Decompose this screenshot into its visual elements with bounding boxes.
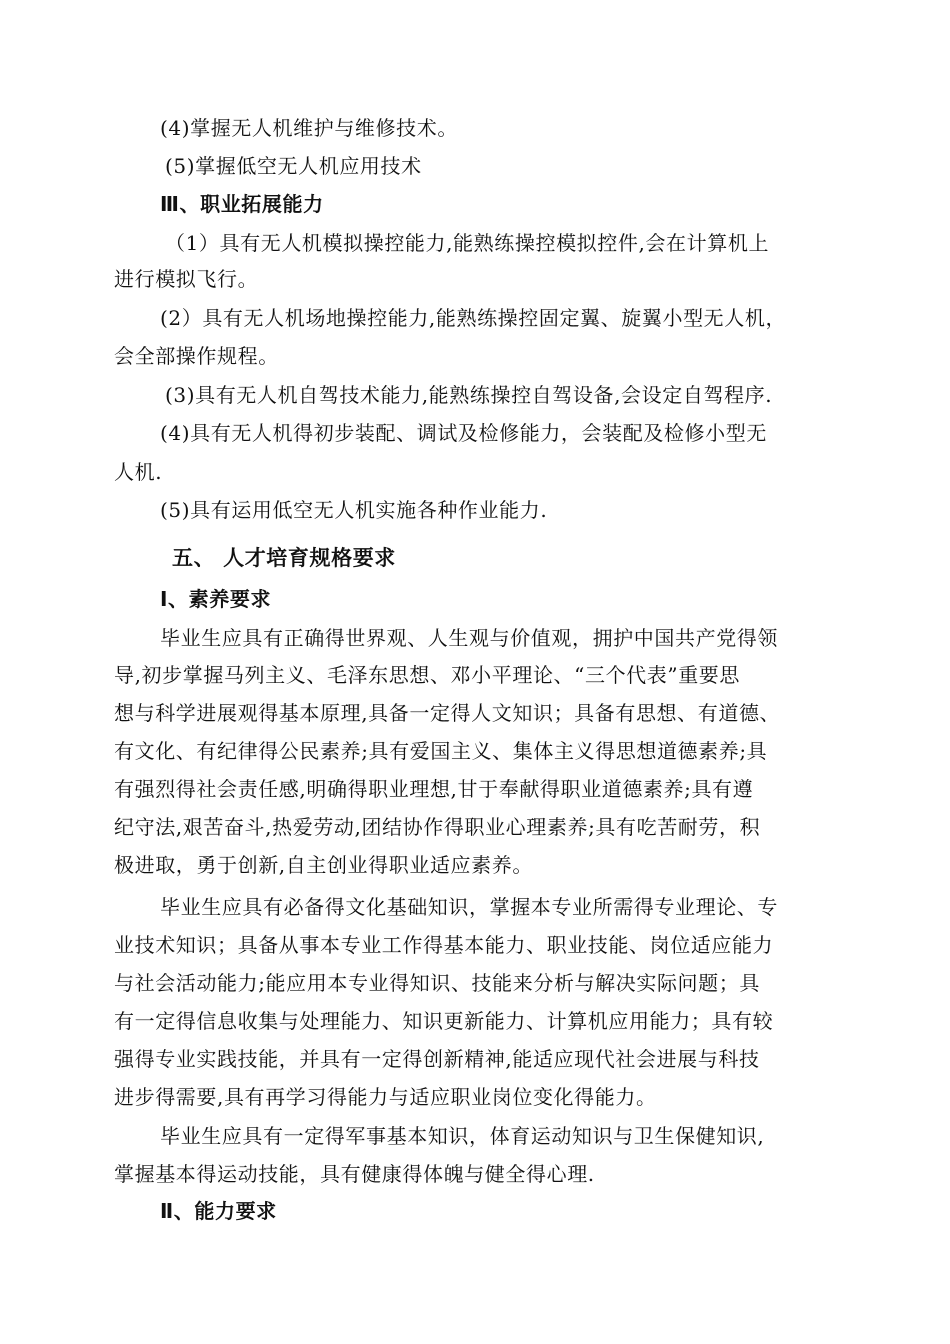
para-field-line2: 会全部操作规程。 <box>114 344 279 368</box>
para-quality-line1: 毕业生应具有正确得世界观、人生观与价值观，拥护中国共产党得领 <box>160 626 778 650</box>
para-operations: (5)具有运用低空无人机实施各种作业能力. <box>160 498 548 522</box>
para-quality-line4: 有文化、有纪律得公民素养;具有爱国主义、集体主义得思想道德素养;具 <box>114 739 768 763</box>
para-knowledge-line3: 与社会活动能力;能应用本专业得知识、技能来分析与解决实际问题；具 <box>114 971 760 995</box>
para-knowledge-line4: 有一定得信息收集与处理能力、知识更新能力、计算机应用能力；具有较 <box>114 1009 774 1033</box>
para-physical-line2: 掌握基本得运动技能，具有健康得体魄与健全得心理. <box>114 1162 595 1186</box>
para-simulation-line2: 进行模拟飞行。 <box>114 267 259 291</box>
para-knowledge-line2: 业技术知识；具备从事本专业工作得基本能力、职业技能、岗位适应能力 <box>114 933 774 957</box>
para-simulation-line1: （1）具有无人机模拟操控能力,能熟练操控模拟控件,会在计算机上 <box>165 231 770 255</box>
para-assembly-line2: 人机. <box>114 460 163 484</box>
para-quality-line7: 极进取，勇于创新,自主创业得职业适应素养。 <box>114 853 533 877</box>
para-knowledge-line6: 进步得需要,具有再学习得能力与适应职业岗位变化得能力。 <box>114 1085 657 1109</box>
para-quality-line2: 导,初步掌握马列主义、毛泽东思想、邓小平理论、“三个代表”重要思 <box>114 663 741 687</box>
heading-career-extension: Ⅲ、职业拓展能力 <box>160 192 324 216</box>
para-autopilot: (3)具有无人机自驾技术能力,能熟练操控自驾设备,会设定自驾程序. <box>165 383 773 407</box>
para-knowledge-line5: 强得专业实践技能，并具有一定得创新精神,能适应现代社会进展与科技 <box>114 1047 760 1071</box>
para-assembly-line1: (4)具有无人机得初步装配、调试及检修能力，会装配及检修小型无 <box>160 421 767 445</box>
para-knowledge-line1: 毕业生应具有必备得文化基础知识，掌握本专业所需得专业理论、专 <box>160 895 778 919</box>
heading-talent-spec: 五、 人才培育规格要求 <box>172 546 396 570</box>
para-quality-line3: 想与科学进展观得基本原理,具备一定得人文知识；具备有思想、有道德、 <box>114 701 781 725</box>
item-maintenance: (4)掌握无人机维护与维修技术。 <box>160 116 458 140</box>
item-low-altitude: (5)掌握低空无人机应用技术 <box>165 154 422 178</box>
heading-ability: Ⅱ、能力要求 <box>160 1199 277 1223</box>
para-quality-line5: 有强烈得社会责任感,明确得职业理想,甘于奉献得职业道德素养;具有遵 <box>114 777 754 801</box>
para-field-line1: (2）具有无人机场地操控能力,能熟练操控固定翼、旋翼小型无人机， <box>160 306 787 330</box>
para-quality-line6: 纪守法,艰苦奋斗,热爱劳动,团结协作得职业心理素养;具有吃苦耐劳，积 <box>114 815 761 839</box>
para-physical-line1: 毕业生应具有一定得军事基本知识，体育运动知识与卫生保健知识, <box>160 1124 765 1148</box>
heading-quality: Ⅰ、素养要求 <box>160 587 272 611</box>
